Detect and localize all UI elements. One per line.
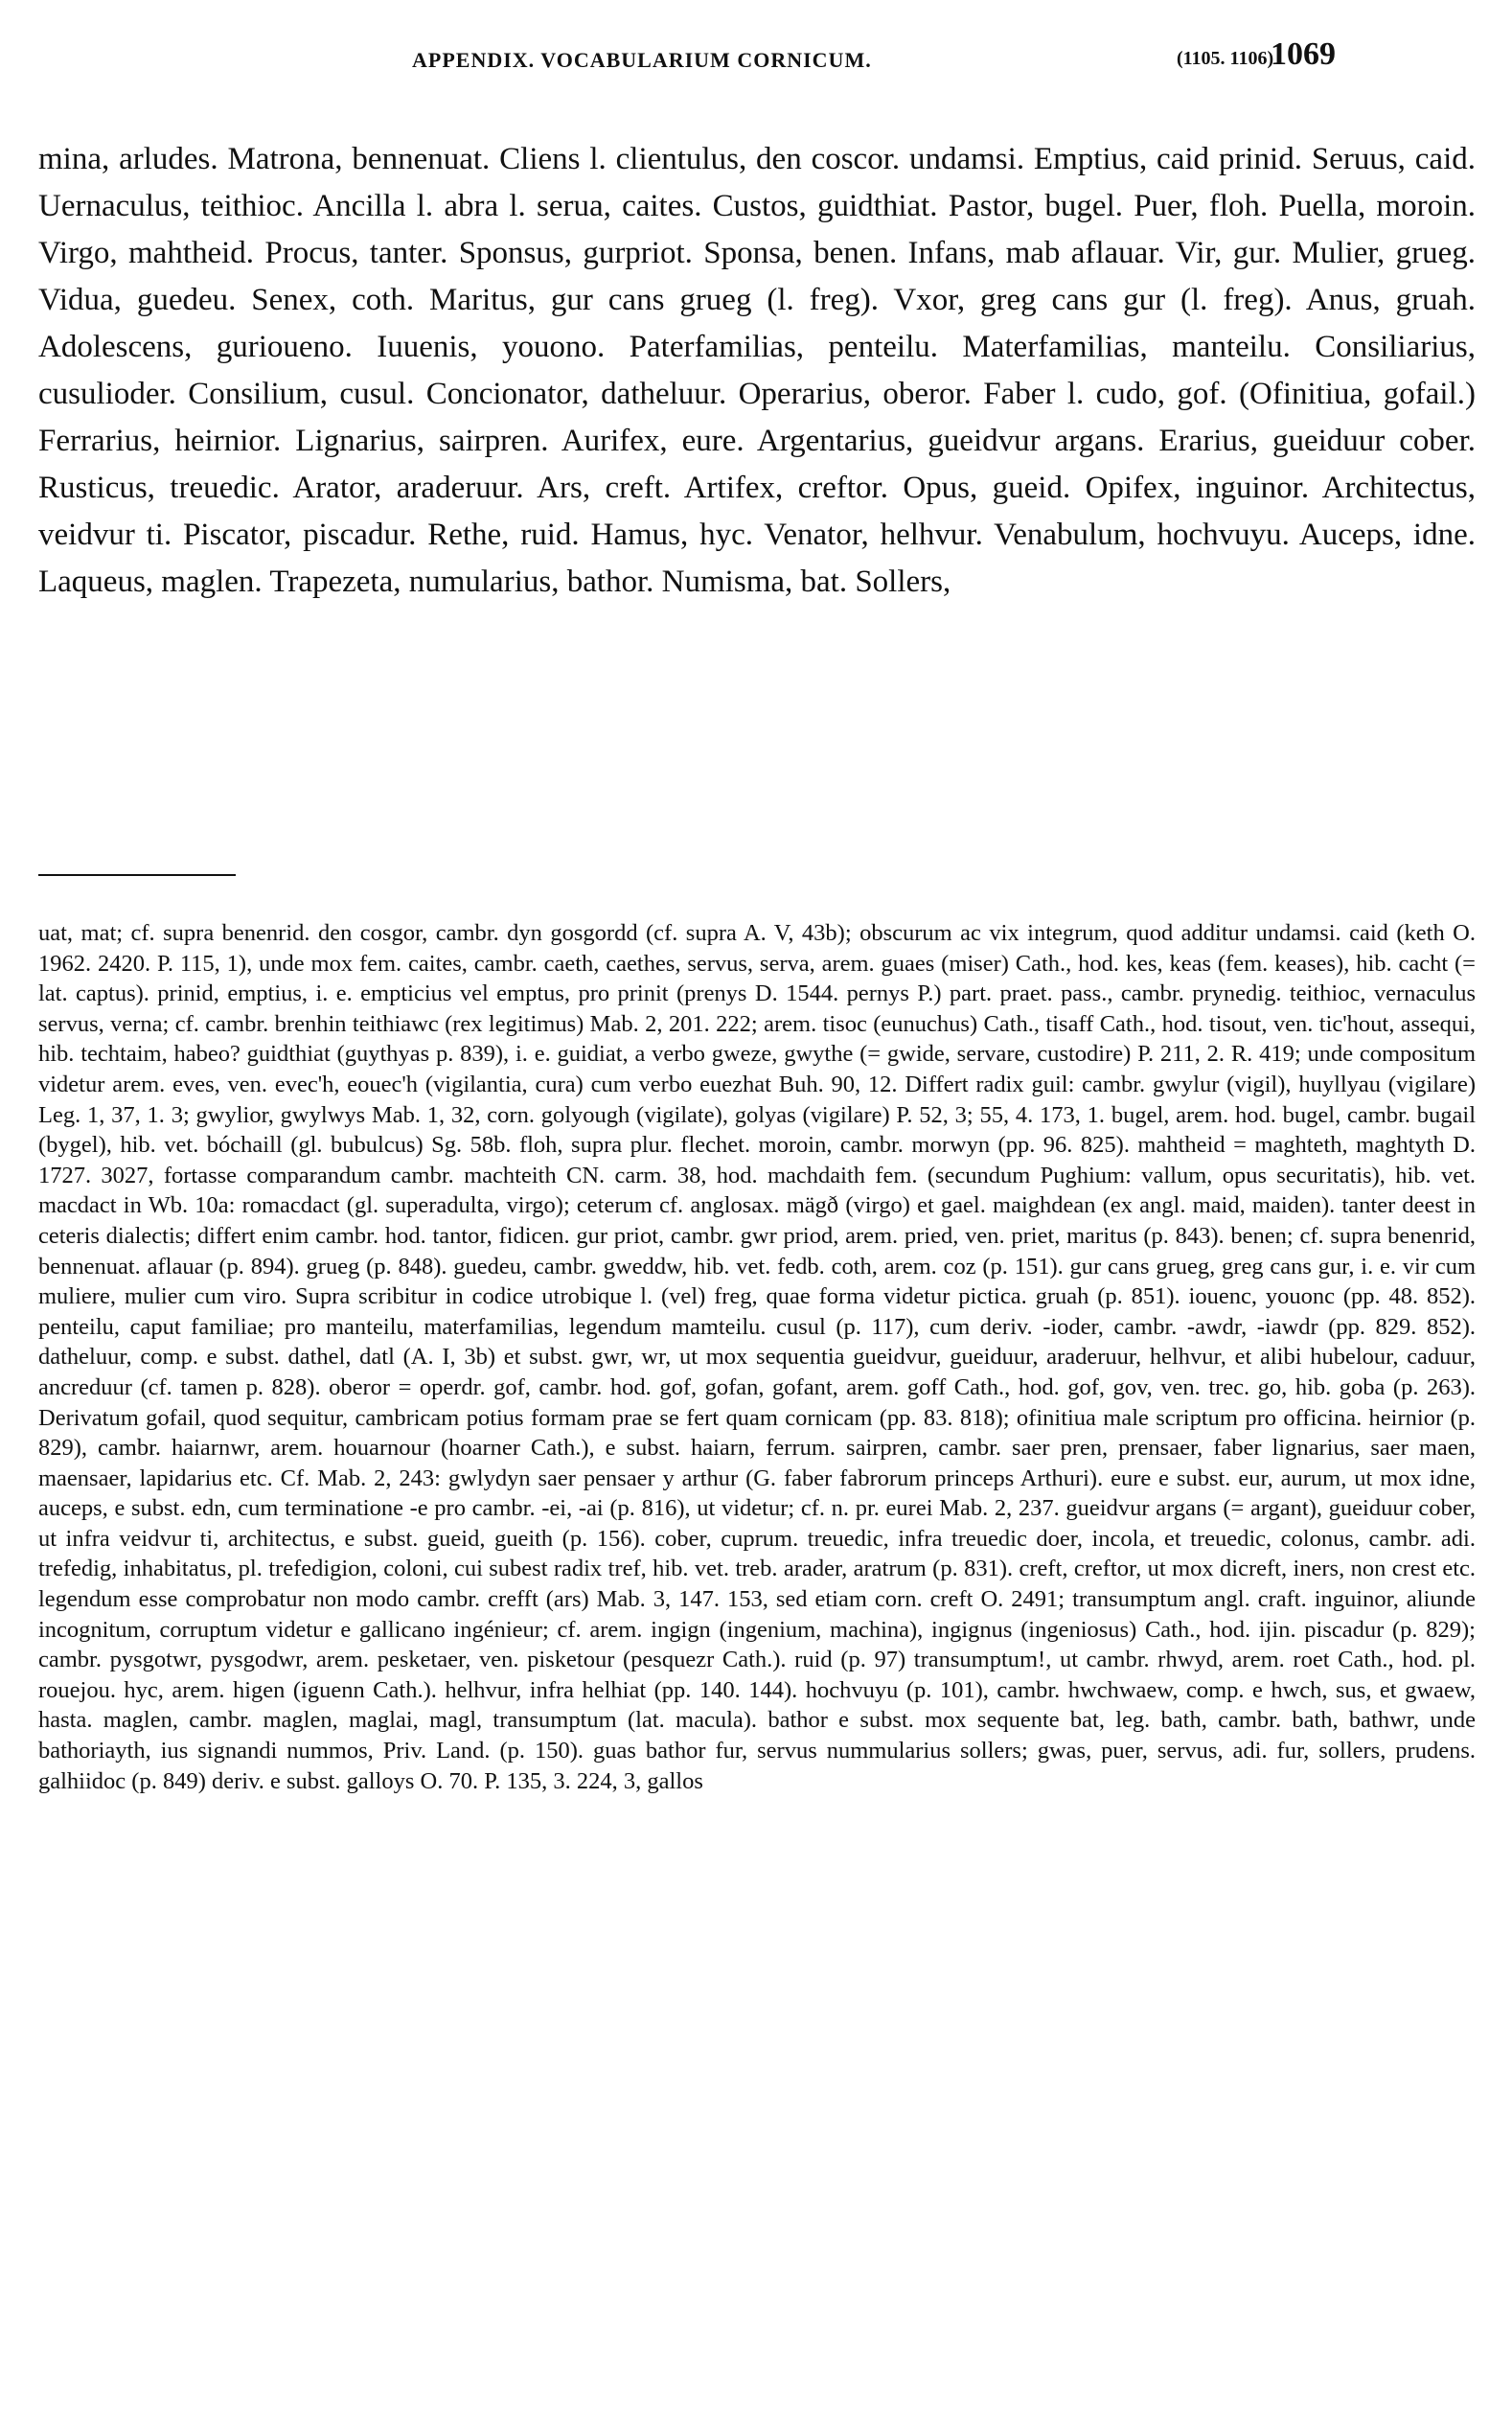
- vocabulary-main-text: mina, arludes. Matrona, bennenuat. Cliens l. clientulus, den coscor. undamsi. Emptius, caid prinid. Seruus, caid. Uernaculus, teithioc. Ancilla l. abra l. serua, caites. Custos, guidthiat. Pastor, bugel. Puer, floh. Puella, moroin. Virgo, mahtheid. Procus, tanter. Sponsus, gurpriot. Sponsa, benen. Infans, mab aflauar. Vir, gur. Mulier, grueg. Vidua, guedeu. Senex, coth. Maritus, gur cans grueg (l. freg). Vxor, greg cans gur (l. freg). Anus, gruah. Adolescens, gurioueno. Iuuenis, youono. Paterfamilias, penteilu. Materfamilias, manteilu. Consiliarius, cusulioder. Consilium, cusul. Concionator, datheluur. Operarius, oberor. Faber l. cudo, gof. (Ofinitiua, gofail.) Ferrarius, heirnior. Lignarius, sairpren. Aurifex, eure. Argentarius, gueidvur argans. Erarius, gueiduur cober. Rusticus, treuedic. Arator, araderuur. Ars, creft. Artifex, creftor. Opus, gueid. Opifex, inguinor. Architectus, veidvur ti. Piscator, piscadur. Rethe, ruid. Hamus, hyc. Venator, helhvur. Venabulum, hochvuyu. Auceps, idne. Laqueus, maglen. Trapezeta, numularius, bathor. Numisma, bat. Sollers,: [38, 142, 1476, 599]
- footnote-divider: [38, 874, 236, 876]
- running-title: APPENDIX. VOCABULARIUM CORNICUM.: [412, 48, 872, 72]
- page-header: [412, 35, 1466, 92]
- column-reference: (1105. 1106): [1177, 48, 1274, 69]
- footnotes-commentary: uat, mat; cf. supra benenrid. den cosgor, cambr. dyn gosgordd (cf. supra A. V, 43b); obscurum ac vix integrum, quod additur undamsi. caid (keth O. 1962. 2420. P. 115, 1), unde mox fem. caites, cambr. caeth, caethes, servus, serva, arem. guaes (miser) Cath., hod. kes, keas (fem. keases), hib. cacht (= lat. captus). prinid, emptius, i. e. empticius vel emptus, pro prinit (prenys D. 1544. pernys P.) part. praet. pass., cambr. prynedig. teithioc, vernaculus servus, verna; cf. cambr. brenhin teithiawc (rex legitimus) Mab. 2, 201. 222; arem. tisoc (eunuchus) Cath., tisaff Cath., hod. tisout, ven. tic'hout, assequi, hib. techtaim, habeo? guidthiat (guythyas p. 839), i. e. guidiat, a verbo gweze, gwythe (= gwide, servare, custodire) P. 211, 2. R. 419; unde compositum videtur arem. eves, ven. evec'h, eouec'h (vigilantia, cura) cum verbo euezhat Buh. 90, 12. Differt radix guil: cambr. gwylur (vigil), huyllyau (vigilare) Leg. 1, 37, 1. 3; gwylior, gwylwys Mab. 1, 32, corn. golyough (vigilate), golyas (vigilare) P. 52, 3; 55, 4. 173, 1. bugel, arem. hod. bugel, cambr. bugail (bygel), hib. vet. bóchaill (gl. bubulcus) Sg. 58b. floh, supra plur. flechet. moroin, cambr. morwyn (pp. 96. 825). mahtheid = maghteth, maghtyth D. 1727. 3027, fortasse comparandum cambr. machteith CN. carm. 38, hod. machdaith fem. (secundum Pughium: vallum, opus securitatis), hib. vet. macdact in Wb. 10a: romacdact (gl. superadulta, virgo); ceterum cf. anglosax. mägð (virgo) et gael. maighdean (ex angl. maid, maiden). tanter deest in ceteris dialectis; differt enim cambr. hod. tantor, fidicen. gur priot, cambr. gwr priod, arem. pried, ven. priet, maritus (p. 843). benen; cf. supra benenrid, bennenuat. aflauar (p. 894). grueg (p. 848). guedeu, cambr. gweddw, hib. vet. fedb. coth, arem. coz (p. 151). gur cans grueg, greg cans gur, i. e. vir cum muliere, mulier cum viro. Supra scribitur in codice utrobique l. (vel) freg, quae forma videtur pictica. gruah (p. 851). iouenc, youonc (pp. 48. 852). penteilu, caput familiae; pro manteilu, materfamilias, legendum mamteilu. cusul (p. 117), cum deriv. -ioder, cambr. -awdr, -iawdr (pp. 829. 852). datheluur, comp. e subst. dathel, datl (A. I, 3b) et subst. gwr, wr, ut mox sequentia gueidvur, gueiduur, araderuur, helhvur, et alibi hubelour, caduur, ancreduur (cf. tamen p. 828). oberor = operdr. gof, cambr. hod. gof, gofan, gofant, arem. goff Cath., hod. gof, gov, ven. trec. go, hib. goba (p. 263). Derivatum gofail, quod sequitur, cambricam potius formam prae se fert quam cornicam (pp. 83. 818); ofinitiua male scriptum pro officina. heirnior (p. 829), cambr. haiarnwr, arem. houarnour (hoarner Cath.), e subst. haiarn, ferrum. sairpren, cambr. saer pren, prensaer, faber lignarius, saer maen, maensaer, lapidarius etc. Cf. Mab. 2, 243: gwlydyn saer pensaer y arthur (G. faber fabrorum princeps Arthuri). eure e subst. eur, aurum, ut mox idne, auceps, e subst. edn, cum terminatione -e pro cambr. -ei, -ai (p. 816), ut videtur; cf. n. pr. eurei Mab. 2, 237. gueidvur argans (= argant), gueiduur cober, ut infra veidvur ti, architectus, e subst. gueid, gueith (p. 156). cober, cuprum. treuedic, infra treuedic doer, incola, et treuedic, colonus, cambr. adi. trefedig, inhabitatus, pl. trefedigion, coloni, cui subest radix tref, hib. vet. treb. arader, aratrum (p. 831). creft, creftor, ut mox dicreft, iners, non crest etc. legendum esse comprobatur non modo cambr. crefft (ars) Mab. 3, 147. 153, sed etiam corn. creft O. 2491; transumptum angl. craft. inguinor, aliunde incognitum, corruptum videtur e gallicano ingénieur; cf. arem. ingign (ingenium, machina), ingignus (ingeniosus) Cath., hod. ijin. piscadur (p. 829); cambr. pysgotwr, pysgodwr, arem. pesketaer, ven. pisketour (pesquezr Cath.). ruid (p. 97) transumptum!, ut cambr. rhwyd, arem. roet Cath., hod. pl. rouejou. hyc, arem. higen (iguenn Cath.). helhvur, infra helhiat (pp. 140. 144). hochvuyu (p. 101), cambr. hwchwaew, comp. e hwch, sus, et gwaew, hasta. maglen, cambr. maglen, maglai, magl, transumptum (lat. macula). bathor e subst. mox sequente bat, leg. bath, cambr. bath, bathwr, unde bathoriayth, ius signandi nummos, Priv. Land. (p. 150). guas bathor fur, servus nummularius sollers; gwas, puer, servus, adi. fur, sollers, prudens. galhiidoc (p. 849) deriv. e subst. galloys O. 70. P. 135, 3. 224, 3, gallos: [38, 920, 1476, 1794]
- page-number: 1069: [1271, 36, 1336, 72]
